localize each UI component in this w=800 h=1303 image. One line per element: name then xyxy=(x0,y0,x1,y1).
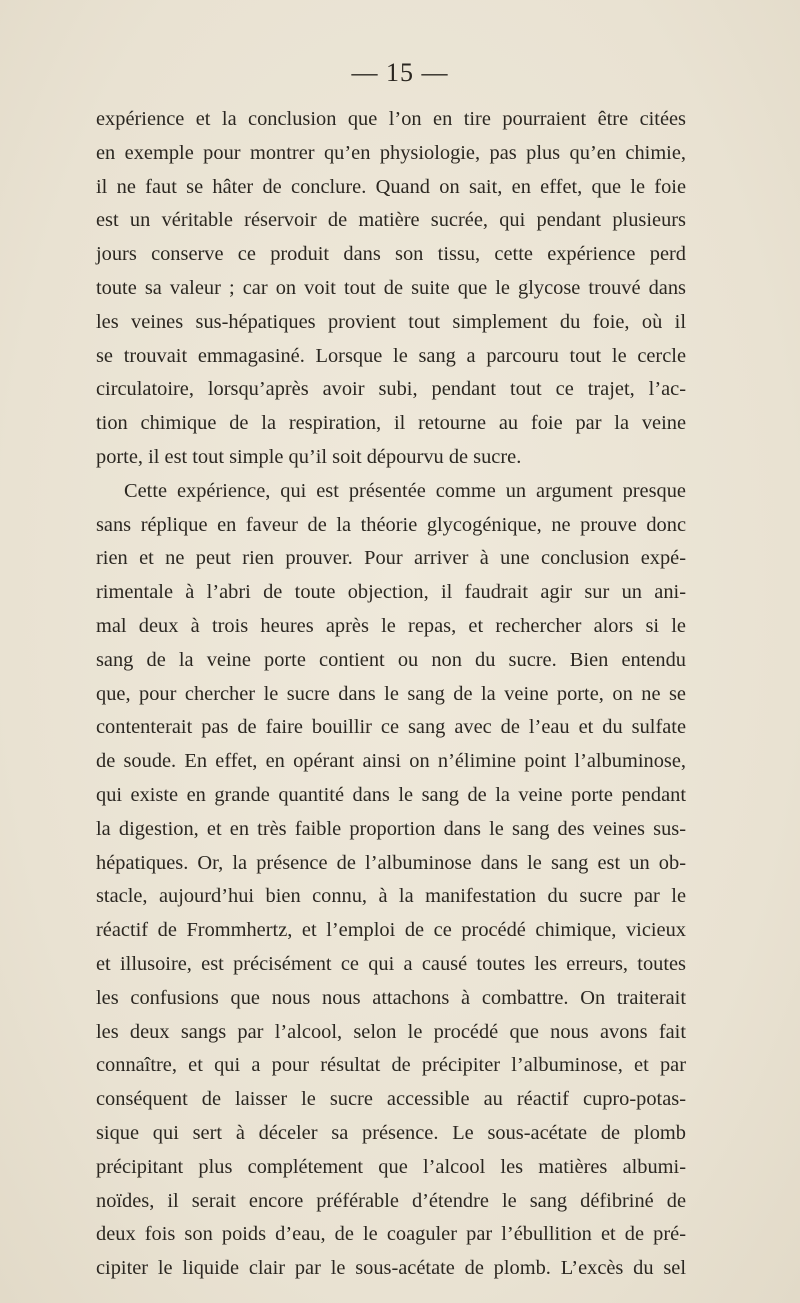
text-line: circulatoire, lorsqu’après avoir subi, pendant tout ce trajet, l’ac- xyxy=(96,378,686,401)
text-line: deux fois son poids d’eau, de le coaguler par l’ébullition et de pré- xyxy=(96,1223,686,1246)
text-line: hépatiques. Or, la présence de l’albuminose dans le sang est un ob- xyxy=(96,851,686,874)
text-line: précipitant plus complétement que l’alcool les matières albumi- xyxy=(96,1155,686,1178)
text-line: rimentale à l’abri de toute objection, il faudrait agir sur un ani- xyxy=(96,581,686,604)
text-line: stacle, aujourd’hui bien connu, à la manifestation du sucre par le xyxy=(96,885,686,908)
text-line: et illusoire, est précisément ce qui a causé toutes les erreurs, toutes xyxy=(96,952,686,975)
text-line: mal deux à trois heures après le repas, et rechercher alors si le xyxy=(96,614,686,637)
body-text xyxy=(96,103,686,1286)
text-line: contenterait pas de faire bouillir ce sang avec de l’eau et du sulfate xyxy=(96,716,686,739)
text-line: rien et ne peut rien prouver. Pour arriver à une conclusion expé- xyxy=(96,547,686,570)
text-line: est un véritable réservoir de matière sucrée, qui pendant plusieurs xyxy=(96,209,686,232)
text-line: sans réplique en faveur de la théorie glycogénique, ne prouve donc xyxy=(96,513,686,536)
text-line: tion chimique de la respiration, il retourne au foie par la veine xyxy=(96,412,686,435)
text-line: jours conserve ce produit dans son tissu, cette expérience perd xyxy=(96,243,686,266)
text-line: toute sa valeur ; car on voit tout de suite que le glycose trouvé dans xyxy=(96,276,686,299)
paragraph xyxy=(96,475,686,1286)
text-line: en exemple pour montrer qu’en physiologie, pas plus qu’en chimie, xyxy=(96,141,686,164)
text-line: se trouvait emmagasiné. Lorsque le sang a parcouru tout le cercle xyxy=(96,344,686,367)
text-line: Cette expérience, qui est présentée comme un argument presque xyxy=(124,479,686,502)
text-line: il ne faut se hâter de conclure. Quand on sait, en effet, que le foie xyxy=(96,175,686,198)
text-line: réactif de Frommhertz, et l’emploi de ce procédé chimique, vicieux xyxy=(96,919,686,942)
text-line: cipiter le liquide clair par le sous-acétate de plomb. L’excès du sel xyxy=(96,1257,686,1280)
text-line: porte, il est tout simple qu’il soit dépourvu de sucre. xyxy=(96,445,522,468)
text-line: les confusions que nous nous attachons à combattre. On traiterait xyxy=(96,986,686,1009)
text-line: expérience et la conclusion que l’on en tire pourraient être citées xyxy=(96,108,686,130)
paragraph xyxy=(96,103,686,475)
text-line: noïdes, il serait encore préférable d’étendre le sang défibriné de xyxy=(96,1189,686,1212)
text-line: les veines sus-hépatiques provient tout simplement du foie, où il xyxy=(96,310,686,333)
text-line: la digestion, et en très faible proportion dans le sang des veines sus- xyxy=(96,817,686,840)
page-number: — 15 — xyxy=(351,58,449,87)
text-line: sang de la veine porte contient ou non du sucre. Bien entendu xyxy=(96,648,686,671)
text-line: de soude. En effet, en opérant ainsi on n’élimine point l’albuminose, xyxy=(96,750,686,773)
text-line: les deux sangs par l’alcool, selon le procédé que nous avons fait xyxy=(96,1020,686,1043)
text-line: qui existe en grande quantité dans le sang de la veine porte pendant xyxy=(96,783,686,806)
text-line: conséquent de laisser le sucre accessible au réactif cupro-potas- xyxy=(96,1088,686,1111)
text-line: sique qui sert à déceler sa présence. Le sous-acétate de plomb xyxy=(96,1121,686,1144)
text-line: connaître, et qui a pour résultat de précipiter l’albuminose, et par xyxy=(96,1054,686,1077)
text-line: que, pour chercher le sucre dans le sang de la veine porte, on ne se xyxy=(96,682,686,705)
